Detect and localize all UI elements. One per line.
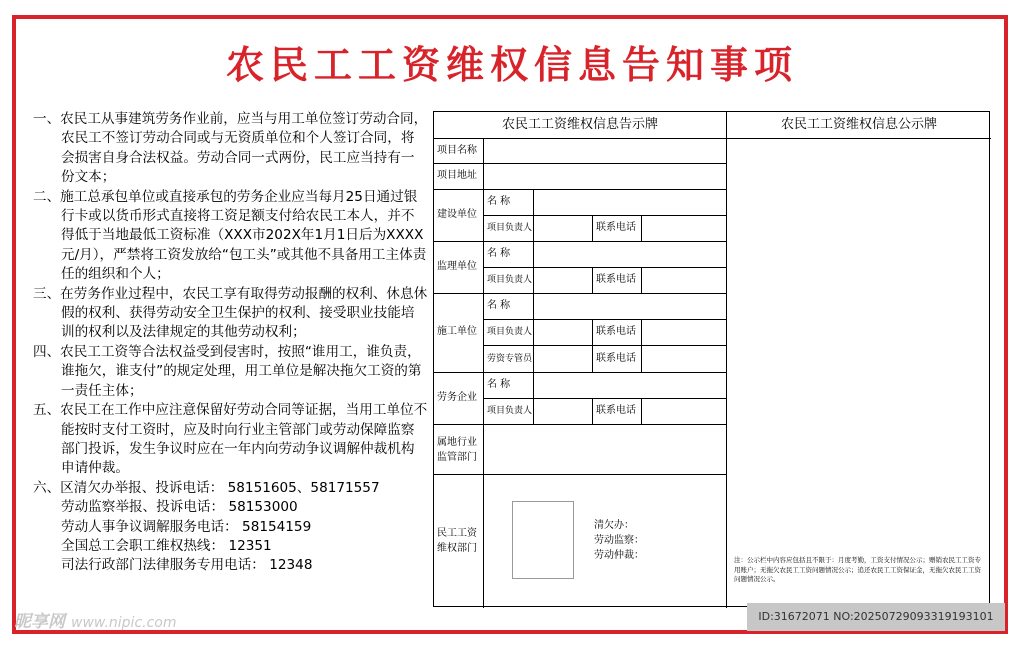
contractor-payroll-phone-label: 联系电话 (596, 353, 636, 364)
right-board-header: 农民工工资维权信息公示牌 (780, 117, 937, 132)
watermark-logo-text: 昵享网 (14, 612, 65, 632)
notice-item-2: 二、施工总承包单位或直接承包的劳务企业应当每月25日通过银行卡或以货币形式直接将工资足额支付给农民工本人，并不得低于当地最低工资标准（XXX市202X年1月1日后为XXXX元/月），严禁将工资发放给“包工头”或其他不具备用工主体责任的组织和个人； (33, 188, 427, 283)
hotline-labor-supervision: 劳动监察举报、投诉电话： 58153000 (61, 499, 298, 516)
hotline-union: 全国总工会职工维权热线： 12351 (61, 537, 272, 554)
supervision-phone-label: 联系电话 (596, 274, 636, 285)
info-board-table (433, 111, 990, 607)
industry-dept-label: 属地行业监管部门 (437, 437, 477, 463)
construction-name-label: 名 称 (487, 196, 511, 207)
photo-placeholder (512, 501, 574, 579)
project-name-label: 项目名称 (437, 145, 477, 156)
left-board-header: 农民工工资维权信息告示牌 (501, 117, 658, 132)
notice-text-block (33, 110, 428, 576)
contact-labor-supervision: 劳动监察： (594, 535, 644, 546)
construction-phone-label: 联系电话 (596, 222, 636, 233)
construction-leader-label: 项目负责人 (487, 223, 533, 233)
hotline-dispute-mediation: 劳动人事争议调解服务电话： 58154159 (61, 518, 312, 535)
rights-dept-label: 民工工资维权部门 (437, 528, 477, 554)
watermark-logo (14, 607, 177, 632)
notice-item-4: 四、农民工工资等合法权益受到侵害时，按照“谁用工，谁负责，谁拖欠，谁支付”的规定处理，用工单位是解决拖欠工资的第一责任主体； (33, 343, 422, 399)
hotline-title: 六、区清欠办举报、投诉电话： 58151605、58171557 (33, 479, 380, 496)
contractor-phone-label: 联系电话 (596, 326, 636, 337)
watermark-id-bar: ID:31672071 NO:20250729093319193101 (747, 603, 1005, 631)
supervision-leader-label: 项目负责人 (487, 275, 533, 285)
contractor-name-label: 名 称 (487, 300, 511, 311)
disclosure-note: 注：公示栏中内容应包括且不限于：月度考勤，工资支付情况公示；赠销农民工工资专用账户；无拖欠农民工工资问题情况公示；追还农民工工资保证金，无拖欠农民工工资问题情况公示。 (734, 556, 981, 583)
notice-item-1: 一、农民工从事建筑劳务作业前，应当与用工单位签订劳动合同，农民工不签订劳动合同或与无资质单位和个人签订合同，将会损害自身合法权益。劳动合同一式两份，民工应当持有一份文本； (33, 111, 428, 186)
watermark-url: www.nipic.com (71, 615, 177, 631)
contact-labor-arbitration: 劳动仲裁： (594, 550, 644, 561)
supervision-unit-label: 监理单位 (437, 261, 477, 272)
hotline-legal-service: 司法行政部门法律服务专用电话： 12348 (61, 557, 313, 574)
labor-company-label: 劳务企业 (437, 392, 477, 403)
supervision-name-label: 名 称 (487, 248, 511, 259)
labor-name-label: 名 称 (487, 379, 511, 390)
project-address-label: 项目地址 (437, 170, 477, 181)
contractor-unit-label: 施工单位 (437, 326, 477, 337)
labor-phone-label: 联系电话 (596, 405, 636, 416)
contractor-payroll-label: 劳资专管员 (487, 354, 533, 364)
contact-clearance-office: 清欠办： (594, 520, 634, 531)
labor-leader-label: 项目负责人 (487, 406, 533, 416)
construction-unit-label: 建设单位 (437, 209, 477, 220)
contractor-leader-label: 项目负责人 (487, 327, 533, 337)
page-title: 农民工工资维权信息告知事项 (225, 43, 798, 87)
notice-item-5: 五、农民工在工作中应注意保留好劳动合同等证据，当用工单位不能按时支付工资时，应及时向行业主管部门或劳动保障监察部门投诉，发生争议时应在一年内向劳动争议调解仲裁机构申请仲裁。 (33, 402, 428, 477)
notice-item-3: 三、在劳务作业过程中，农民工享有取得劳动报酬的权利、休息休假的权利、获得劳动安全卫生保护的权利、接受职业技能培训的权利以及法律规定的其他劳动权利； (33, 285, 428, 341)
